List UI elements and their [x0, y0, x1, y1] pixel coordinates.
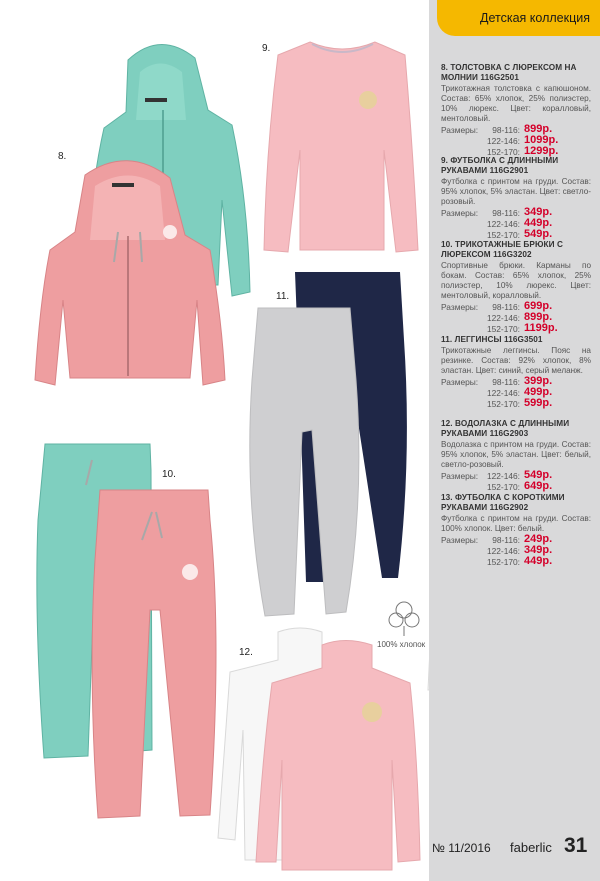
- item-description-10: [441, 240, 591, 334]
- item-description-13: [441, 493, 591, 567]
- price-row: [441, 229, 591, 240]
- price-label: Размеры:: [441, 125, 479, 135]
- item-number-9: 9.: [262, 43, 271, 54]
- size-range: 122-146:: [486, 388, 520, 398]
- price-value: 249р.: [524, 533, 553, 545]
- size-range: 122-146:: [486, 546, 520, 556]
- price-value: 499р.: [524, 386, 553, 398]
- item-number-11: 11.: [276, 291, 290, 302]
- price-value: 549р.: [524, 228, 553, 240]
- item-description-8: [441, 63, 591, 157]
- price-row: [441, 376, 591, 387]
- price-row: [441, 387, 591, 398]
- price-value: 899р.: [524, 311, 553, 323]
- item-text: Футболка с принтом на груди. Состав: 95% хлопок, 5% эластан. Цвет: светло-розовый.: [441, 177, 591, 206]
- price-value: 549р.: [524, 469, 553, 481]
- price-row: [441, 218, 591, 229]
- price-value: 449р.: [524, 217, 553, 229]
- size-range: 98-116:: [492, 535, 520, 545]
- size-range: 98-116:: [492, 125, 520, 135]
- price-value: 649р.: [524, 480, 553, 492]
- issue-number: № 11/2016: [432, 841, 491, 855]
- size-range: 152-170:: [486, 399, 520, 409]
- price-row: [441, 207, 591, 218]
- size-range: 122-146:: [486, 219, 520, 229]
- price-value: 449р.: [524, 555, 553, 567]
- price-row: [441, 301, 591, 312]
- item-title: 13. ФУТБОЛКА С КОРОТКИМИ РУКАВАМИ 116G2902: [441, 493, 565, 512]
- item-title: 11. ЛЕГГИНСЫ 116G3501: [441, 335, 543, 344]
- item-description-12: [441, 419, 591, 492]
- size-range: 122-146:: [486, 471, 520, 481]
- price-label: Размеры:: [441, 377, 479, 387]
- size-range: 152-170:: [486, 324, 520, 334]
- price-label: Размеры:: [441, 471, 479, 481]
- section-title: Детская коллекция: [480, 11, 590, 25]
- price-row: [441, 481, 591, 492]
- size-range: 122-146:: [486, 136, 520, 146]
- price-row: [441, 124, 591, 135]
- price-row: [441, 545, 591, 556]
- item-number-8: 8.: [58, 151, 67, 162]
- size-range: 152-170:: [486, 147, 520, 157]
- price-row: [441, 398, 591, 409]
- price-value: 349р.: [524, 544, 553, 556]
- price-value: 699р.: [524, 300, 553, 312]
- size-range: 152-170:: [486, 557, 520, 567]
- price-value: 349р.: [524, 206, 553, 218]
- item-number-12: 12.: [239, 647, 253, 658]
- item-number-10: 10.: [162, 469, 176, 480]
- price-value: 1299р.: [524, 145, 559, 157]
- item-title: 10. ТРИКОТАЖНЫЕ БРЮКИ С ЛЮРЕКСОМ 116G3202: [441, 240, 563, 259]
- brand-name: faberlic: [510, 840, 552, 855]
- item-text: Трикотажные леггинсы. Пояс на резинке. Состав: 92% хлопок, 8% эластан. Цвет: синий, серый меланж.: [441, 346, 591, 375]
- section-tab: [437, 0, 600, 36]
- size-range: 152-170:: [486, 230, 520, 240]
- price-row: [441, 534, 591, 545]
- size-range: 152-170:: [486, 482, 520, 492]
- price-value: 399р.: [524, 375, 553, 387]
- price-row: [441, 135, 591, 146]
- item-text: Спортивные брюки. Карманы по бокам. Состав: 65% хлопок, 25% полиэстер, 10% люрекс. Цвет: ментоловый, коралловый.: [441, 261, 591, 300]
- item-description-11: [441, 335, 591, 409]
- size-range: 122-146:: [486, 313, 520, 323]
- page-footer: [432, 836, 600, 860]
- price-row: [441, 312, 591, 323]
- price-value: 899р.: [524, 123, 553, 135]
- size-range: 98-116:: [492, 377, 520, 387]
- item-text: Трикотажная толстовка с капюшоном. Состав: 65% хлопок, 25% полиэстер, 10% люрекс. Цвет: коралловый, ментоловый.: [441, 84, 591, 123]
- item-text: Футболка с принтом на груди. Состав: 100% хлопок. Цвет: белый.: [441, 514, 591, 533]
- price-row: [441, 470, 591, 481]
- item-title: 8. ТОЛСТОВКА С ЛЮРЕКСОМ НА МОЛНИИ 116G2501: [441, 63, 577, 82]
- price-label: Размеры:: [441, 208, 479, 218]
- price-row: [441, 556, 591, 567]
- item-text: Водолазка с принтом на груди. Состав: 95% хлопок, 5% эластан. Цвет: белый, светло-розовый.: [441, 440, 591, 469]
- price-row: [441, 323, 591, 334]
- price-label: Размеры:: [441, 302, 479, 312]
- price-value: 1099р.: [524, 134, 559, 146]
- cotton-label: 100% хлопок: [377, 640, 426, 649]
- item-description-9: [441, 156, 591, 240]
- price-label: Размеры:: [441, 535, 479, 545]
- size-range: 98-116:: [492, 208, 520, 218]
- page-number: 31: [564, 834, 588, 857]
- size-range: 98-116:: [492, 302, 520, 312]
- price-value: 599р.: [524, 397, 553, 409]
- item-title: 12. ВОДОЛАЗКА С ДЛИННЫМИ РУКАВАМИ 116G2903: [441, 419, 570, 438]
- price-value: 1199р.: [524, 322, 558, 334]
- item-title: 9. ФУТБОЛКА С ДЛИННЫМИ РУКАВАМИ 116G2901: [441, 156, 559, 175]
